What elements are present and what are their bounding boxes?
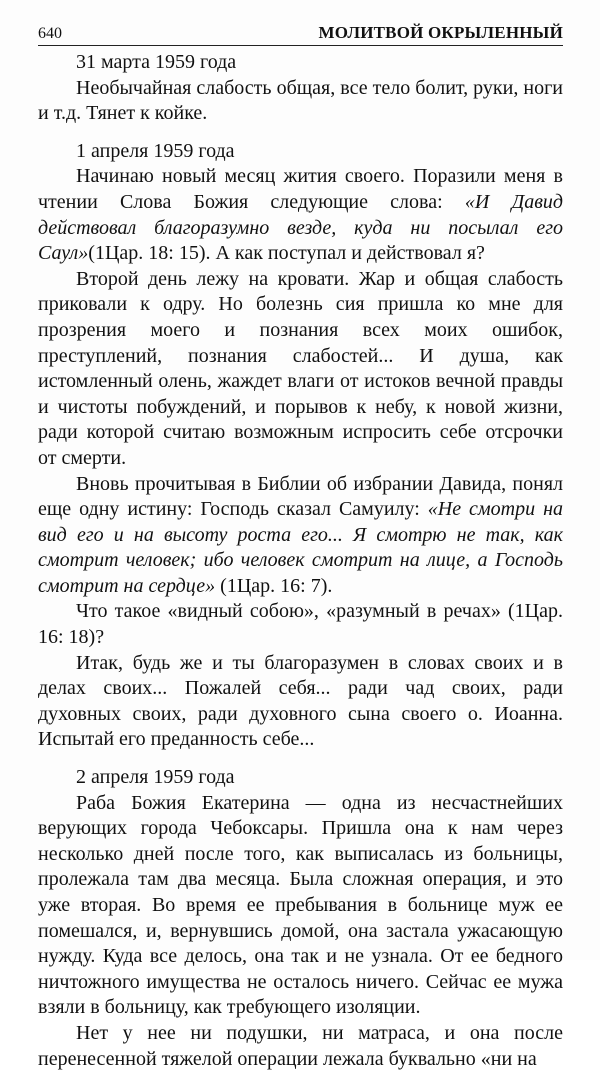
entry-date: 2 апреля 1959 года — [76, 766, 235, 789]
paragraph — [38, 472, 563, 600]
text-run: Что такое «видный собою», «разумный в речах» (1Цар. 16: 18)? — [38, 600, 563, 649]
diary-entry — [38, 50, 563, 127]
paragraph — [38, 164, 563, 266]
text-run: Начинаю новый месяц жития своего. Поразили меня в чтении Слова Божия следующие слова: — [38, 165, 563, 213]
running-title: МОЛИТВОЙ ОКРЫЛЕННЫЙ — [318, 23, 563, 42]
scripture-reference: (1Цар. 16: 7). — [215, 574, 333, 597]
body-text — [38, 50, 563, 1084]
paragraph — [38, 651, 563, 753]
text-run: Раба Божия Екатерина — одна из несчастнейших верующих города Чебоксары. Пришла она к нам через несколько дней после того, как выписалась из больницы, пролежала там два месяца. Была сложная операция, и это уже вторая. Во время ее пребывания в больнице муж ее помешался, и, вернувшись домой, она застала ужасающую нужду. Куда все делось, она так и не узнала. От ее бедного ничтожного имущества не осталось ничего. Сейчас ее мужа взяли в больницу, как требующего изоляции. — [38, 791, 563, 1019]
entry-date: 1 апреля 1959 года — [76, 139, 235, 162]
paragraph — [38, 267, 563, 472]
entry-date: 31 марта 1959 года — [76, 51, 237, 73]
text-run: Второй день лежу на кровати. Жар и общая слабость приковали к одру. Но болезнь сия пришла ко мне для прозрения моего и познания всех моих ошибок, преступлений, познания слабостей... И душа, как истомленный олень, жаждет влаги от истоков вечной правды и чистоты побуждений, и порывов к небу, к новой жизни, ради которой считаю возможным испросить себе отсрочки от смерти. — [38, 267, 563, 469]
scripture-reference: (1Цар. 18: 15). А как поступал и действовал я? — [88, 242, 485, 265]
scripture-quote: «Не смотри на вид его и на высоту роста его... Я смотрю не так, как смотрит человек; ибо человек смотрит на лице, а Господь смотрит на сердце» — [38, 498, 564, 597]
text-run: Нет у нее ни подушки, ни матраса, и она после перенесенной тяжелой операции лежала буквально «ни на — [38, 1021, 563, 1070]
page-number: 640 — [38, 25, 62, 42]
running-head — [38, 20, 563, 46]
paragraph — [38, 1021, 563, 1072]
text-run: Итак, будь же и ты благоразумен в словах своих и в делах своих... Пожалей себя... ради чад своих, ради духовных своих, ради духовного сына своего о. Иоанна. Испытай его преданность себе... — [38, 651, 563, 751]
scripture-quote: «И Давид действовал благоразумно везде, куда ни посылал его Саул» — [38, 190, 563, 265]
paragraph — [38, 599, 563, 650]
paragraph — [38, 76, 563, 127]
text-run: Вновь прочитывая в Библии об избрании Давида, понял еще одну истину: Господь сказал Самуилу: — [38, 472, 563, 521]
text-run: Необычайная слабость общая, все тело болит, руки, ноги и т.д. Тянет к койке. — [38, 76, 563, 125]
paragraph — [38, 791, 563, 1021]
diary-entry — [38, 139, 563, 753]
diary-entry — [38, 765, 563, 1072]
